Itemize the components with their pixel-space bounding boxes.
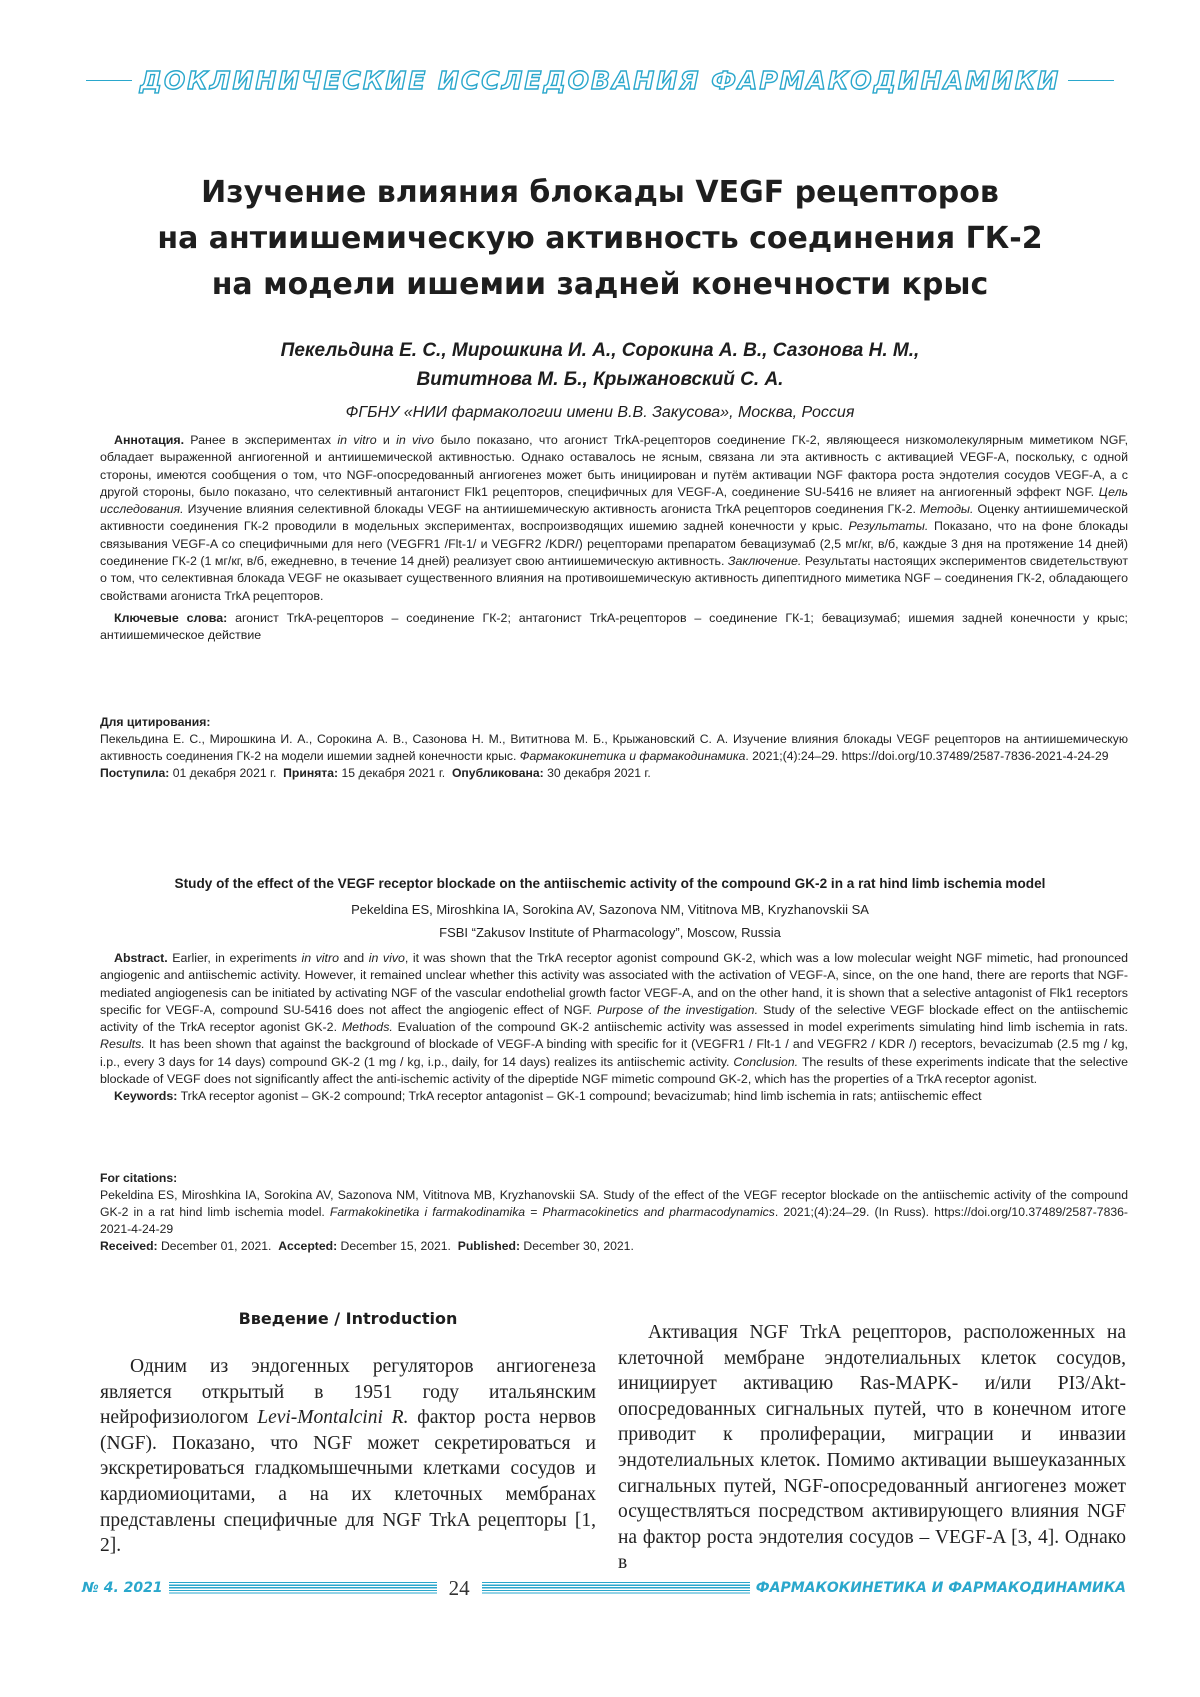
citation-ru <box>100 714 1128 782</box>
dates-en: Received: December 01, 2021. Accepted: December 15, 2021. Published: December 30, 2021. <box>100 1239 634 1253</box>
keywords-ru: Ключевые слова: агонист TrkA-рецепторов – соединение ГК-2; антагонист TrkA-рецепторов – соединение ГК-1; бевацизумаб; ишемия задней конечности у крыс; антиишемическое действие <box>100 610 1128 643</box>
dates-ru: Поступила: 01 декабря 2021 г. Принята: 15 декабря 2021 г. Опубликована: 30 декабря 2021 г. <box>100 766 651 780</box>
body-column-left <box>100 1354 596 1559</box>
english-title: Study of the effect of the VEGF receptor blockade on the antiischemic activity of the compound GK-2 in a rat hind limb ischemia model <box>174 876 1046 891</box>
intro-heading: Введение / Introduction <box>238 1309 458 1328</box>
keywords-en-label: Keywords: <box>114 1089 178 1104</box>
body-paragraph: Активация NGF TrkA рецепторов, расположенных на клеточной мембране эндотелиальных клеток сосудов, инициирует активацию Ras-MAPK- и/или PI3/Akt-опосредованных сигнальных путей, что в конечном итоге приводит к пролиферации, миграции и инвазии эндотелиальных клеток. Помимо активации вышеуказанных сигнальных путей, NGF-опосредованный ангиогенез может осуществляться посредством активирующего влияния NGF на фактор роста эндотелия сосудов – VEGF-A [3, 4]. Однако в <box>618 1322 1126 1574</box>
abstract-en-label: Abstract. <box>114 951 168 965</box>
abstract-ru-label: Аннотация. <box>114 433 185 447</box>
english-affiliation: FSBI “Zakusov Institute of Pharmacology”, Moscow, Russia <box>439 925 781 940</box>
footer-stripes-left <box>169 1582 437 1595</box>
citation-en-text: Pekeldina ES, Miroshkina IA, Sorokina AV, Sazonova NM, Vititnova MB, Kryzhanovskii SA. Study of the effect of the VEGF receptor blockade on the antiischemic activity of the compound GK-2 in a rat hind limb ischemia model. Farmakokinetika i farmakodinamika = Pharmacokinetics and pharmacodynamics. 2021;(4):24–29. (In Russ). https://doi.org/10.37489/2587-7836-2021-4-24-29 <box>100 1188 1128 1236</box>
authors-line: Пекельдина Е. С., Мирошкина И. А., Сорокина А. В., Сазонова Н. М., <box>280 340 920 361</box>
citation-en <box>100 1170 1128 1255</box>
body-column-right <box>618 1320 1126 1576</box>
citation-ru-text: Пекельдина Е. С., Мирошкина И. А., Сорокина А. В., Сазонова Н. М., Вититнова М. Б., Крыжановский С. А. Изучение влияния блокады VEGF рецепторов на антиишемическую активность соединения ГК-2 на модели ишемии задней конечности крыс. Фармакокинетика и фармакодинамика. 2021;(4):24–29. https://doi.org/10.37489/2587-7836-2021-4-24-29 <box>100 732 1128 763</box>
citation-ru-label: Для цитирования: <box>100 715 211 729</box>
abstract-ru-paragraph: Аннотация. Ранее в экспериментах in vitro и in vivo было показано, что агонист TrkA-рецепторов соединение ГК-2, являющееся низкомолекулярным миметиком NGF, обладает выраженной ангиогенной и антиишемической активностью. Однако оставалось не ясным, связана ли эта активность с активацией VEGF-A, поскольку, с одной стороны, имеются сообщения о том, что NGF-опосредованный ангиогенез может быть инициирован и путём активации NGF фактора роста эндотелия сосудов VEGF-A, а с другой стороны, было показано, что селективный антагонист Flk1 рецепторов, специфичных для VEGF-A, соединение SU-5416 не влияет на ангиогенный эффект NGF. Цель исследования. Изучение влияния селективной блокады VEGF на антиишемическую активность агониста TrkA рецепторов соединения ГК-2. Методы. Оценку антиишемической активности соединения ГК-2 проводили в модельных экспериментах, воспроизводящих ишемию задней конечности у крыс. Результаты. Показано, что на фоне блокады связывания VEGF-A со специфичными для него (VEGFR1 /Flt-1/ и VEGFR2 /KDR/) рецепторами препаратом бевацизумаб (2,5 мг/кг, в/б, каждые 3 дня на протяжение 14 дней) соединение ГК-2 (1 мг/кг, в/б, ежедневно, в течение 14 дней) реализует свою антиишемическую активность. Заключение. Результаты настоящих экспериментов свидетельствуют о том, что селективная блокада VEGF не оказывает существенного влияния на противоишемическую активность дипептидного миметика NGF – соединения ГК-2, обладающего свойствами агониста TrkA рецепторов. <box>100 433 1129 603</box>
header-rule-left <box>86 80 132 81</box>
keywords-ru-label: Ключевые слова: <box>114 610 228 625</box>
abstract-ru <box>100 432 1128 645</box>
keywords-en: Keywords: TrkA receptor agonist – GK-2 compound; TrkA receptor antagonist – GK-1 compound; bevacizumab; hind limb ischemia in rats; antiischemic effect <box>114 1089 982 1104</box>
english-authors: Pekeldina ES, Miroshkina IA, Sorokina AV, Sazonova NM, Vititnova MB, Kryzhanovskii SA <box>351 902 869 917</box>
affiliation: ФГБНУ «НИИ фармакологии имени В.В. Закусова», Москва, Россия <box>345 404 855 421</box>
abstract-en-paragraph: Abstract. Earlier, in experiments in vitro and in vivo, it was shown that the TrkA receptor agonist compound GK-2, which was a low molecular weight NGF mimetic, had pronounced angiogenic and antiischemic activity. However, it remained unclear whether this activity was associated with the activation of VEGF-A, since, on the one hand, there are reports that NGF-mediated angiogenesis can be initiated by activating NGF of the vascular endothelial growth factor VEGF-A, and on the other hand, it is shown that a selective antagonist of Flk1 receptors specific for VEGF-A, compound SU-5416 does not affect the angiogenic effect of NGF. Purpose of the investigation. Study of the selective VEGF blockade effect on the antiischemic activity of the TrkA receptor agonist GK-2. Methods. Evaluation of the compound GK-2 antiischemic activity was assessed in model experiments simulating hind limb ischemia in rats. Results. It has been shown that against the background of blockade of VEGF-A binding with specific for it (VEGFR1 / Flt-1 / and VEGFR2 / KDR /) receptors, bevacizumab (2.5 mg / kg, i.p., every 3 days for 14 days) compound GK-2 (1 mg / kg, i.p., daily, for 14 days) realizes its antiischemic activity. Conclusion. The results of these experiments indicate that the selective blockade of VEGF does not significantly affect the anti-ischemic activity of the dipeptide NGF mimetic compound GK-2, which has the properties of a TrkA receptor agonist. <box>100 951 1129 1087</box>
section-header <box>86 62 1114 98</box>
section-title: ДОКЛИНИЧЕСКИЕ ИССЛЕДОВАНИЯ ФАРМАКОДИНАМИКИ <box>139 65 1061 95</box>
header-rule-right <box>1068 80 1114 81</box>
issue-number: № 4. 2021 <box>82 1580 163 1596</box>
authors-line: Вититнова М. Б., Крыжановский С. А. <box>416 369 784 390</box>
body-paragraph: Одним из эндогенных регуляторов ангиогенеза является открытый в 1951 году итальянским нейрофизиологом Levi-Montalcini R. фактор роста нервов (NGF). Показано, что NGF может секретироваться и экскретироваться гладкомышечными клетками сосудов и кардиомиоцитами, а на их клеточных мембранах представлены специфичные для NGF TrkA рецепторы [1, 2]. <box>100 1356 596 1557</box>
title-line: на антиишемическую активность соединения ГК-2 <box>157 221 1043 256</box>
journal-name: ФАРМАКОКИНЕТИКА И ФАРМАКОДИНАМИКА <box>755 1580 1127 1596</box>
page-number: 24 <box>448 1575 470 1600</box>
title-line: Изучение влияния блокады VEGF рецепторов <box>201 175 999 210</box>
title-line: на модели ишемии задней конечности крыс <box>211 267 989 302</box>
authors <box>100 336 1100 394</box>
abstract-en <box>100 950 1128 1106</box>
article-title <box>100 170 1100 308</box>
page-footer <box>82 1577 1126 1599</box>
footer-stripes-right <box>482 1582 750 1595</box>
citation-en-label: For citations: <box>100 1171 178 1185</box>
